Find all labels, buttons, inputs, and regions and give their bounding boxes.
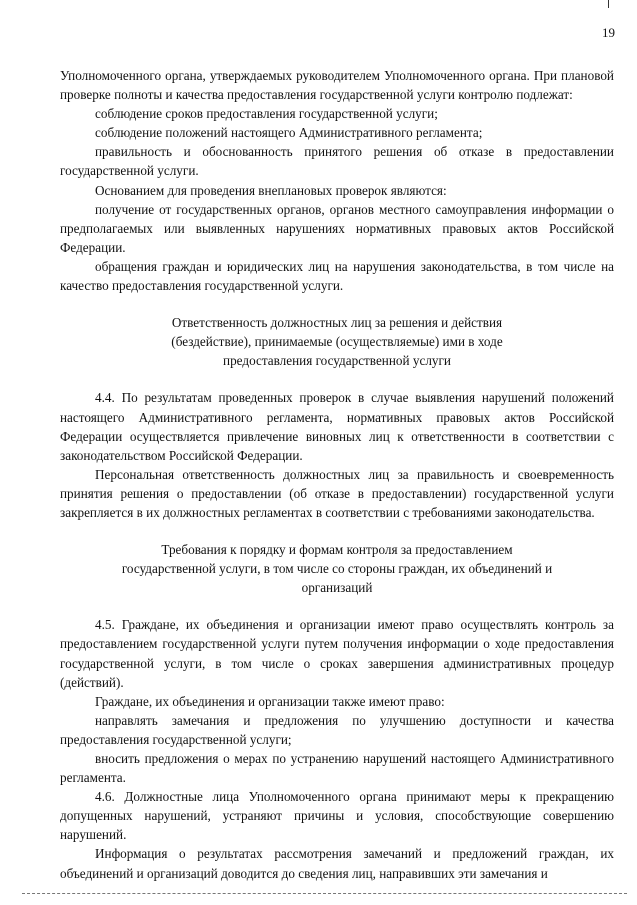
page-number: 19: [602, 25, 615, 40]
paragraph: соблюдение сроков предоставления государственной услуги;: [95, 106, 438, 122]
page-bottom-edge: [22, 893, 627, 894]
paragraph: 4.4. По результатам проведенных проверок в случае выявления нарушений положений настоящего Административного регламента, нормативных правовых актов Российской Федерации осуществляется привлечение виновных лиц к ответственности в соответствии с законодательством Российской Федерации.: [60, 390, 614, 463]
paragraph: Уполномоченного органа, утверждаемых руководителем Уполномоченного органа. При плановой проверке полноты и качества предоставления государственной услуги контролю подлежат:: [60, 68, 614, 103]
paragraph: Граждане, их объединения и организации также имеют право:: [95, 693, 445, 709]
page-edge-mark: [608, 0, 609, 8]
heading-line: государственной услуги, в том числе со стороны граждан, их объединений и: [121, 561, 553, 577]
paragraph: 4.5. Граждане, их объединения и организации имеют право осуществлять контроль за предоставлением государственной услуги путем получения информации о ходе предоставления государственной услуги, в том числе о сроках завершения административных процедур (действий).: [60, 617, 614, 690]
paragraph: соблюдение положений настоящего Административного регламента;: [95, 125, 483, 141]
section-responsibility: [60, 388, 614, 522]
heading-line: Ответственность должностных лиц за решения и действия: [171, 315, 503, 331]
paragraph: Информация о результатах рассмотрения замечаний и предложений граждан, их объединений и организаций доводится до сведения лиц, направивших эти замечания и: [60, 846, 614, 881]
section-heading: [60, 313, 614, 370]
heading-line: Требования к порядку и формам контроля за предоставлением: [161, 542, 513, 558]
section-control: [60, 615, 614, 882]
document-body: [60, 66, 614, 883]
heading-line: (бездействие), принимаемые (осуществляемые) ими в ходе: [171, 334, 503, 350]
heading-line: организаций: [301, 580, 373, 596]
paragraph: направлять замечания и предложения по улучшению доступности и качества предоставления государственной услуги;: [60, 712, 614, 747]
paragraph: вносить предложения о мерах по устранению нарушений настоящего Административного регламента.: [60, 751, 614, 786]
paragraph: Персональная ответственность должностных лиц за правильность и своевременность принятия решения о предоставлении (об отказе в предоставлении) государственной услуги закрепляется в их должностных регламентах в соответствии с требованиями законодательства.: [60, 466, 614, 520]
paragraph: 4.6. Должностные лица Уполномоченного органа принимают меры к прекращению допущенных нарушений, устраняют причины и условия, способствующие совершению нарушений.: [60, 789, 614, 843]
section-heading: [60, 540, 614, 597]
paragraph: правильность и обоснованность принятого решения об отказе в предоставлении государственной услуги.: [60, 144, 614, 179]
heading-line: предоставления государственной услуги: [223, 353, 451, 369]
paragraph: Основанием для проведения внеплановых проверок являются:: [95, 182, 447, 198]
section-intro: [60, 66, 614, 295]
paragraph: получение от государственных органов, органов местного самоуправления информации о предполагаемых или выявленных нарушениях нормативных правовых актов Российской Федерации.: [60, 201, 614, 255]
paragraph: обращения граждан и юридических лиц на нарушения законодательства, в том числе на качество предоставления государственной услуги.: [60, 258, 614, 294]
